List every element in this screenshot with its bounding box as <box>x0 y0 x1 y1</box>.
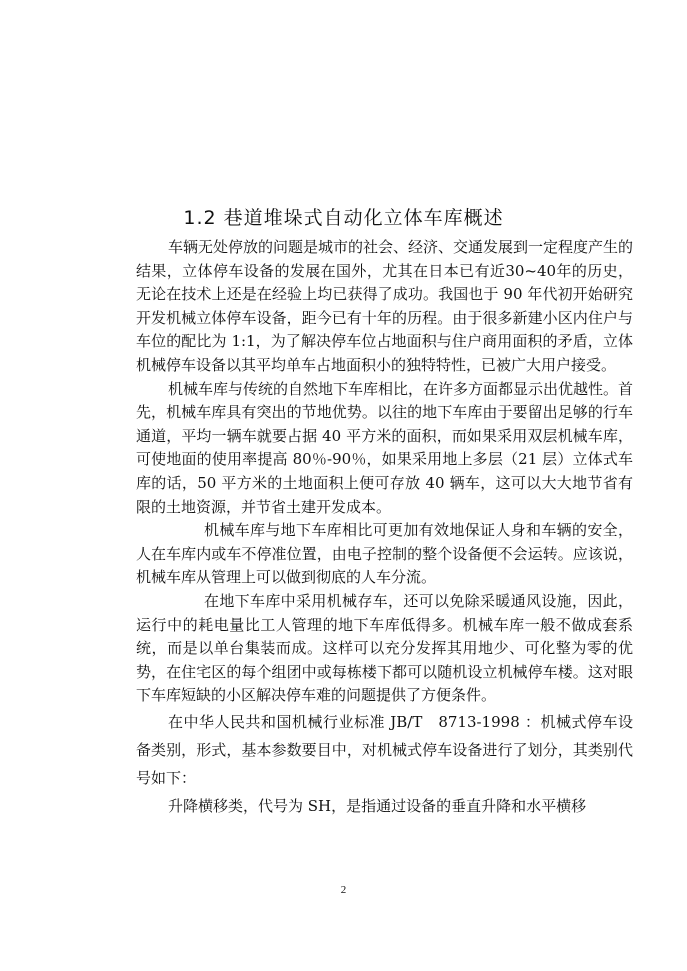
body-text <box>136 236 633 820</box>
paragraph-lift-slide: 升降横移类，代号为 SH，是指通过设备的垂直升降和水平横移 <box>168 796 587 815</box>
section-heading: 1.2 巷道堆垛式自动化立体车库概述 <box>183 207 504 229</box>
paragraph-parking-history: 车辆无处停放的问题是城市的社会、经济、交通发展到一定程度产生的结果，立体停车设备的发展在国外，尤其在日本已有近30~40年的历史，无论在技术上还是在经验上均已获得了成功。我国也于 90 年代初开始研究开发机械立体停车设备，距今已有十年的历程。由于很多新建小区内住户与车位的配比为 1:1，为了解决停车位占地面积与住户商用面积的矛盾，立体机械停车设备以其平均单车占地面积小的独特特性，已被广大用户接受。 <box>136 238 634 374</box>
paragraph-safety: 机械车库与地下车库相比可更加有效地保证人身和车辆的安全，人在车库内或车不停准位置，由电子控制的整个设备便不会运转。应该说，机械车库从管理上可以做到彻底的人车分流。 <box>136 521 633 587</box>
paragraph-standard: 在中华人民共和国机械行业标准 JB/T 8713-1998 ：机械式停车设备类别，形式，基本参数要目中，对机械式停车设备进行了划分，其类别代号如下： <box>136 712 633 787</box>
paragraph-land-saving: 机械车库与传统的自然地下车库相比，在许多方面都显示出优越性。首先，机械车库具有突出的节地优势。以往的地下车库由于要留出足够的行车通道，平均一辆车就要占据 40 平方米的面积，而如果采用双层机械车库，可使地面的使用率提高 80％-90％，如果采用地上多层（21 层）立体式车库的话，50 平方米的土地面积上便可存放 40 辆车，这可以大大地节省有限的土地资源，并节省土建开发成本。 <box>136 379 634 516</box>
paragraph-energy: 在地下车库中采用机械存车，还可以免除采暖通风设施，因此，运行中的耗电量比工人管理的地下车库低得多。机械车库一般不做成套系统，而是以单台集装而成。这样可以充分发挥其用地少、可化整为零的优势，在住宅区的每个组团中或每栋楼下都可以随机设立机械停车楼。这对眼下车库短缺的小区解决停车难的问题提供了方便条件。 <box>136 591 633 705</box>
page-number: 2 <box>340 884 347 896</box>
